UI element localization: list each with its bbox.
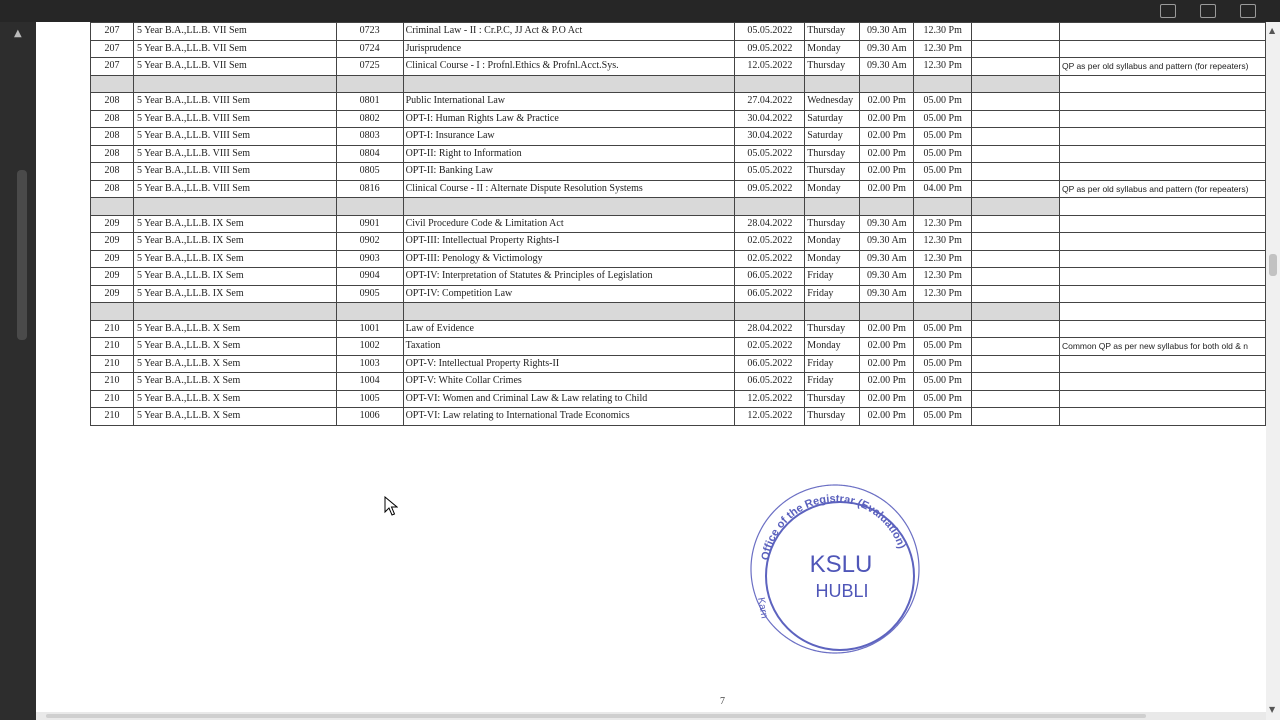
cell-remark xyxy=(1059,390,1265,408)
cell-paper: OPT-III: Penology & Victimology xyxy=(403,250,735,268)
cell-day: Friday xyxy=(805,285,860,303)
horizontal-scrollbar[interactable] xyxy=(36,712,1266,720)
cell-remark xyxy=(1059,215,1265,233)
cell-empty xyxy=(972,233,1060,251)
cell-date: 06.05.2022 xyxy=(735,355,805,373)
table-row xyxy=(91,163,1266,181)
table-row xyxy=(91,128,1266,146)
separator-cell xyxy=(735,75,805,93)
cell-paper: OPT-I: Human Rights Law & Practice xyxy=(403,110,735,128)
cell-paper: Criminal Law - II : Cr.P.C, JJ Act & P.O Act xyxy=(403,23,735,41)
cell-from: 02.00 Pm xyxy=(860,320,914,338)
cell-from: 09.30 Am xyxy=(860,40,914,58)
cell-code: 210 xyxy=(91,355,134,373)
cell-code: 208 xyxy=(91,110,134,128)
cell-empty xyxy=(972,285,1060,303)
cell-sub: 1001 xyxy=(336,320,403,338)
separator-row xyxy=(91,198,1266,216)
cell-paper: Law of Evidence xyxy=(403,320,735,338)
cell-paper: Taxation xyxy=(403,338,735,356)
separator-cell xyxy=(805,198,860,216)
cell-sub: 1002 xyxy=(336,338,403,356)
cell-prog: 5 Year B.A.,LL.B. IX Sem xyxy=(133,215,336,233)
separator-cell xyxy=(860,75,914,93)
cell-sub: 0804 xyxy=(336,145,403,163)
cell-date: 06.05.2022 xyxy=(735,285,805,303)
cell-prog: 5 Year B.A.,LL.B. VII Sem xyxy=(133,40,336,58)
cell-code: 207 xyxy=(91,23,134,41)
cell-from: 09.30 Am xyxy=(860,285,914,303)
cell-code: 209 xyxy=(91,285,134,303)
cell-prog: 5 Year B.A.,LL.B. IX Sem xyxy=(133,268,336,286)
separator-cell xyxy=(403,75,735,93)
separator-cell xyxy=(914,75,972,93)
separator-cell xyxy=(336,75,403,93)
table-row xyxy=(91,180,1266,198)
cell-date: 05.05.2022 xyxy=(735,163,805,181)
cell-prog: 5 Year B.A.,LL.B. X Sem xyxy=(133,408,336,426)
left-panel-scrollbar[interactable] xyxy=(0,22,36,720)
cell-to: 12.30 Pm xyxy=(914,40,972,58)
cell-paper: OPT-IV: Interpretation of Statutes & Principles of Legislation xyxy=(403,268,735,286)
table-row xyxy=(91,408,1266,426)
cell-prog: 5 Year B.A.,LL.B. X Sem xyxy=(133,320,336,338)
cell-from: 09.30 Am xyxy=(860,58,914,76)
cell-sub: 0902 xyxy=(336,233,403,251)
cell-remark xyxy=(1059,373,1265,391)
table-row xyxy=(91,58,1266,76)
cell-empty xyxy=(972,40,1060,58)
cell-day: Monday xyxy=(805,250,860,268)
cell-date: 09.05.2022 xyxy=(735,40,805,58)
cell-to: 05.00 Pm xyxy=(914,355,972,373)
cell-remark xyxy=(1059,128,1265,146)
cell-empty xyxy=(972,163,1060,181)
table-row xyxy=(91,215,1266,233)
separator-cell xyxy=(1059,198,1265,216)
viewer-toolbar xyxy=(0,0,1280,22)
cell-paper: OPT-IV: Competition Law xyxy=(403,285,735,303)
cell-date: 28.04.2022 xyxy=(735,320,805,338)
cell-sub: 0802 xyxy=(336,110,403,128)
cell-date: 05.05.2022 xyxy=(735,23,805,41)
cell-day: Thursday xyxy=(805,215,860,233)
cell-day: Thursday xyxy=(805,390,860,408)
cell-empty xyxy=(972,408,1060,426)
cell-paper: OPT-II: Right to Information xyxy=(403,145,735,163)
cell-code: 210 xyxy=(91,320,134,338)
cell-from: 02.00 Pm xyxy=(860,163,914,181)
cell-remark xyxy=(1059,40,1265,58)
cell-empty xyxy=(972,215,1060,233)
cell-paper: Public International Law xyxy=(403,93,735,111)
cell-empty xyxy=(972,373,1060,391)
cell-day: Friday xyxy=(805,355,860,373)
cell-sub: 0816 xyxy=(336,180,403,198)
cell-code: 210 xyxy=(91,408,134,426)
separator-cell xyxy=(860,303,914,321)
table-row xyxy=(91,373,1266,391)
cell-from: 02.00 Pm xyxy=(860,390,914,408)
cell-day: Thursday xyxy=(805,408,860,426)
scroll-up-icon[interactable]: ▲ xyxy=(1269,26,1276,35)
cell-remark xyxy=(1059,285,1265,303)
cell-to: 05.00 Pm xyxy=(914,93,972,111)
table-row xyxy=(91,93,1266,111)
cell-code: 209 xyxy=(91,233,134,251)
cell-date: 02.05.2022 xyxy=(735,250,805,268)
cell-remark xyxy=(1059,233,1265,251)
cell-code: 209 xyxy=(91,250,134,268)
cell-prog: 5 Year B.A.,LL.B. X Sem xyxy=(133,338,336,356)
registrar-stamp xyxy=(746,480,924,658)
cell-day: Saturday xyxy=(805,110,860,128)
cell-prog: 5 Year B.A.,LL.B. VIII Sem xyxy=(133,163,336,181)
separator-cell xyxy=(914,303,972,321)
cell-from: 09.30 Am xyxy=(860,233,914,251)
cell-to: 05.00 Pm xyxy=(914,145,972,163)
separator-cell xyxy=(735,303,805,321)
stamp-center-line1: KSLU xyxy=(809,551,873,578)
cell-code: 209 xyxy=(91,268,134,286)
scrollbar-thumb[interactable] xyxy=(17,170,27,340)
scroll-up-icon[interactable]: ▲ xyxy=(14,28,22,39)
cell-empty xyxy=(972,110,1060,128)
separator-cell xyxy=(91,198,134,216)
cell-sub: 0723 xyxy=(336,23,403,41)
cell-to: 12.30 Pm xyxy=(914,215,972,233)
cell-date: 12.05.2022 xyxy=(735,408,805,426)
page-number: 7 xyxy=(720,696,725,707)
cell-code: 209 xyxy=(91,215,134,233)
cell-date: 09.05.2022 xyxy=(735,180,805,198)
exam-timetable xyxy=(90,22,1266,426)
cell-sub: 0725 xyxy=(336,58,403,76)
cell-empty xyxy=(972,320,1060,338)
cell-sub: 0805 xyxy=(336,163,403,181)
cell-from: 02.00 Pm xyxy=(860,408,914,426)
cell-to: 05.00 Pm xyxy=(914,373,972,391)
cell-day: Thursday xyxy=(805,163,860,181)
vertical-scrollbar-thumb[interactable] xyxy=(1269,254,1277,276)
separator-cell xyxy=(91,303,134,321)
cell-day: Monday xyxy=(805,338,860,356)
cell-empty xyxy=(972,145,1060,163)
separator-cell xyxy=(403,198,735,216)
cell-code: 208 xyxy=(91,163,134,181)
minimize-icon[interactable] xyxy=(1160,4,1176,18)
cell-day: Wednesday xyxy=(805,93,860,111)
cell-date: 12.05.2022 xyxy=(735,58,805,76)
cell-sub: 0904 xyxy=(336,268,403,286)
cell-prog: 5 Year B.A.,LL.B. VIII Sem xyxy=(133,110,336,128)
cell-remark: QP as per old syllabus and pattern (for repeaters) xyxy=(1059,180,1265,198)
table-row xyxy=(91,233,1266,251)
separator-cell xyxy=(403,303,735,321)
cell-code: 208 xyxy=(91,93,134,111)
mouse-cursor-icon xyxy=(384,496,398,516)
cell-date: 05.05.2022 xyxy=(735,145,805,163)
cell-paper: OPT-V: Intellectual Property Rights-II xyxy=(403,355,735,373)
separator-cell xyxy=(972,75,1060,93)
cell-remark xyxy=(1059,163,1265,181)
table-row xyxy=(91,338,1266,356)
cell-date: 02.05.2022 xyxy=(735,338,805,356)
cell-from: 02.00 Pm xyxy=(860,145,914,163)
cell-empty xyxy=(972,93,1060,111)
separator-cell xyxy=(133,198,336,216)
cell-day: Friday xyxy=(805,268,860,286)
cell-remark xyxy=(1059,408,1265,426)
cell-remark xyxy=(1059,93,1265,111)
cell-code: 210 xyxy=(91,390,134,408)
cell-to: 12.30 Pm xyxy=(914,233,972,251)
cell-code: 210 xyxy=(91,338,134,356)
cell-prog: 5 Year B.A.,LL.B. VII Sem xyxy=(133,58,336,76)
table-row xyxy=(91,23,1266,41)
cell-paper: OPT-III: Intellectual Property Rights-I xyxy=(403,233,735,251)
cell-sub: 0905 xyxy=(336,285,403,303)
cell-date: 27.04.2022 xyxy=(735,93,805,111)
cell-day: Thursday xyxy=(805,145,860,163)
separator-cell xyxy=(336,198,403,216)
cell-date: 30.04.2022 xyxy=(735,110,805,128)
cell-paper: Clinical Course - I : Profnl.Ethics & Profnl.Acct.Sys. xyxy=(403,58,735,76)
restore-icon[interactable] xyxy=(1200,4,1216,18)
cell-paper: Clinical Course - II : Alternate Dispute Resolution Systems xyxy=(403,180,735,198)
cell-to: 04.00 Pm xyxy=(914,180,972,198)
cell-prog: 5 Year B.A.,LL.B. IX Sem xyxy=(133,250,336,268)
cell-code: 210 xyxy=(91,373,134,391)
cell-from: 02.00 Pm xyxy=(860,93,914,111)
cell-empty xyxy=(972,338,1060,356)
cell-sub: 0903 xyxy=(336,250,403,268)
separator-cell xyxy=(1059,303,1265,321)
cell-sub: 0901 xyxy=(336,215,403,233)
cell-to: 05.00 Pm xyxy=(914,128,972,146)
cell-sub: 0801 xyxy=(336,93,403,111)
cell-remark xyxy=(1059,23,1265,41)
document-page xyxy=(36,22,1266,712)
cell-sub: 0803 xyxy=(336,128,403,146)
cell-remark: QP as per old syllabus and pattern (for repeaters) xyxy=(1059,58,1265,76)
separator-cell xyxy=(860,198,914,216)
cell-prog: 5 Year B.A.,LL.B. IX Sem xyxy=(133,233,336,251)
cell-day: Monday xyxy=(805,180,860,198)
cell-sub: 1003 xyxy=(336,355,403,373)
cell-sub: 1005 xyxy=(336,390,403,408)
cell-day: Monday xyxy=(805,40,860,58)
cell-from: 09.30 Am xyxy=(860,250,914,268)
cell-from: 09.30 Am xyxy=(860,215,914,233)
stamp-ring-text: Office of the Registrar (Evaluation) xyxy=(759,492,908,562)
cell-code: 208 xyxy=(91,180,134,198)
scroll-down-icon[interactable]: ▼ xyxy=(1269,705,1276,714)
cell-prog: 5 Year B.A.,LL.B. VII Sem xyxy=(133,23,336,41)
table-row xyxy=(91,390,1266,408)
separator-cell xyxy=(735,198,805,216)
cell-prog: 5 Year B.A.,LL.B. X Sem xyxy=(133,355,336,373)
separator-cell xyxy=(91,75,134,93)
cell-prog: 5 Year B.A.,LL.B. IX Sem xyxy=(133,285,336,303)
separator-cell xyxy=(1059,75,1265,93)
separator-row xyxy=(91,75,1266,93)
cell-to: 12.30 Pm xyxy=(914,23,972,41)
table-row xyxy=(91,145,1266,163)
cell-paper: Jurisprudence xyxy=(403,40,735,58)
cell-remark xyxy=(1059,355,1265,373)
cell-to: 12.30 Pm xyxy=(914,58,972,76)
cell-from: 02.00 Pm xyxy=(860,373,914,391)
cell-date: 02.05.2022 xyxy=(735,233,805,251)
cell-to: 12.30 Pm xyxy=(914,268,972,286)
cell-sub: 0724 xyxy=(336,40,403,58)
cell-paper: OPT-VI: Law relating to International Trade Economics xyxy=(403,408,735,426)
table-row xyxy=(91,268,1266,286)
table-row xyxy=(91,355,1266,373)
vertical-scrollbar[interactable] xyxy=(1266,22,1280,720)
cell-code: 207 xyxy=(91,40,134,58)
cell-remark xyxy=(1059,250,1265,268)
cell-prog: 5 Year B.A.,LL.B. X Sem xyxy=(133,390,336,408)
cell-date: 30.04.2022 xyxy=(735,128,805,146)
cell-empty xyxy=(972,23,1060,41)
cell-date: 12.05.2022 xyxy=(735,390,805,408)
horizontal-scrollbar-thumb[interactable] xyxy=(46,714,1146,718)
cell-remark: Common QP as per new syllabus for both old & n xyxy=(1059,338,1265,356)
cell-remark xyxy=(1059,268,1265,286)
cell-sub: 1004 xyxy=(336,373,403,391)
cell-code: 208 xyxy=(91,145,134,163)
cell-from: 02.00 Pm xyxy=(860,338,914,356)
cell-day: Thursday xyxy=(805,23,860,41)
table-row xyxy=(91,110,1266,128)
cell-empty xyxy=(972,355,1060,373)
table-row xyxy=(91,40,1266,58)
separator-cell xyxy=(914,198,972,216)
close-icon[interactable] xyxy=(1240,4,1256,18)
cell-remark xyxy=(1059,320,1265,338)
cell-empty xyxy=(972,128,1060,146)
cell-date: 06.05.2022 xyxy=(735,268,805,286)
cell-empty xyxy=(972,268,1060,286)
cell-day: Thursday xyxy=(805,320,860,338)
cell-paper: OPT-II: Banking Law xyxy=(403,163,735,181)
cell-remark xyxy=(1059,145,1265,163)
cell-paper: OPT-VI: Women and Criminal Law & Law relating to Child xyxy=(403,390,735,408)
cell-from: 09.30 Am xyxy=(860,268,914,286)
cell-prog: 5 Year B.A.,LL.B. VIII Sem xyxy=(133,145,336,163)
cell-code: 208 xyxy=(91,128,134,146)
cell-code: 207 xyxy=(91,58,134,76)
stamp-side-text: Karn xyxy=(755,596,770,620)
cell-paper: OPT-V: White Collar Crimes xyxy=(403,373,735,391)
cell-paper: OPT-I: Insurance Law xyxy=(403,128,735,146)
separator-row xyxy=(91,303,1266,321)
separator-cell xyxy=(805,303,860,321)
cell-to: 05.00 Pm xyxy=(914,163,972,181)
cell-to: 12.30 Pm xyxy=(914,285,972,303)
stamp-center-line2: HUBLI xyxy=(815,581,869,601)
cell-to: 12.30 Pm xyxy=(914,250,972,268)
cell-from: 02.00 Pm xyxy=(860,180,914,198)
cell-to: 05.00 Pm xyxy=(914,408,972,426)
table-row xyxy=(91,320,1266,338)
cell-prog: 5 Year B.A.,LL.B. VIII Sem xyxy=(133,180,336,198)
separator-cell xyxy=(972,303,1060,321)
cell-date: 06.05.2022 xyxy=(735,373,805,391)
separator-cell xyxy=(972,198,1060,216)
cell-sub: 1006 xyxy=(336,408,403,426)
cell-day: Saturday xyxy=(805,128,860,146)
table-row xyxy=(91,250,1266,268)
cell-from: 02.00 Pm xyxy=(860,110,914,128)
cell-to: 05.00 Pm xyxy=(914,320,972,338)
cell-to: 05.00 Pm xyxy=(914,110,972,128)
cell-from: 02.00 Pm xyxy=(860,355,914,373)
cell-date: 28.04.2022 xyxy=(735,215,805,233)
cell-empty xyxy=(972,390,1060,408)
cell-empty xyxy=(972,58,1060,76)
cell-from: 02.00 Pm xyxy=(860,128,914,146)
cell-empty xyxy=(972,180,1060,198)
separator-cell xyxy=(805,75,860,93)
cell-prog: 5 Year B.A.,LL.B. VIII Sem xyxy=(133,93,336,111)
cell-to: 05.00 Pm xyxy=(914,338,972,356)
cell-day: Monday xyxy=(805,233,860,251)
separator-cell xyxy=(336,303,403,321)
cell-from: 09.30 Am xyxy=(860,23,914,41)
separator-cell xyxy=(133,303,336,321)
cell-prog: 5 Year B.A.,LL.B. VIII Sem xyxy=(133,128,336,146)
cell-day: Thursday xyxy=(805,58,860,76)
cell-prog: 5 Year B.A.,LL.B. X Sem xyxy=(133,373,336,391)
cell-remark xyxy=(1059,110,1265,128)
separator-cell xyxy=(133,75,336,93)
cell-to: 05.00 Pm xyxy=(914,390,972,408)
cell-day: Friday xyxy=(805,373,860,391)
cell-empty xyxy=(972,250,1060,268)
cell-paper: Civil Procedure Code & Limitation Act xyxy=(403,215,735,233)
table-row xyxy=(91,285,1266,303)
